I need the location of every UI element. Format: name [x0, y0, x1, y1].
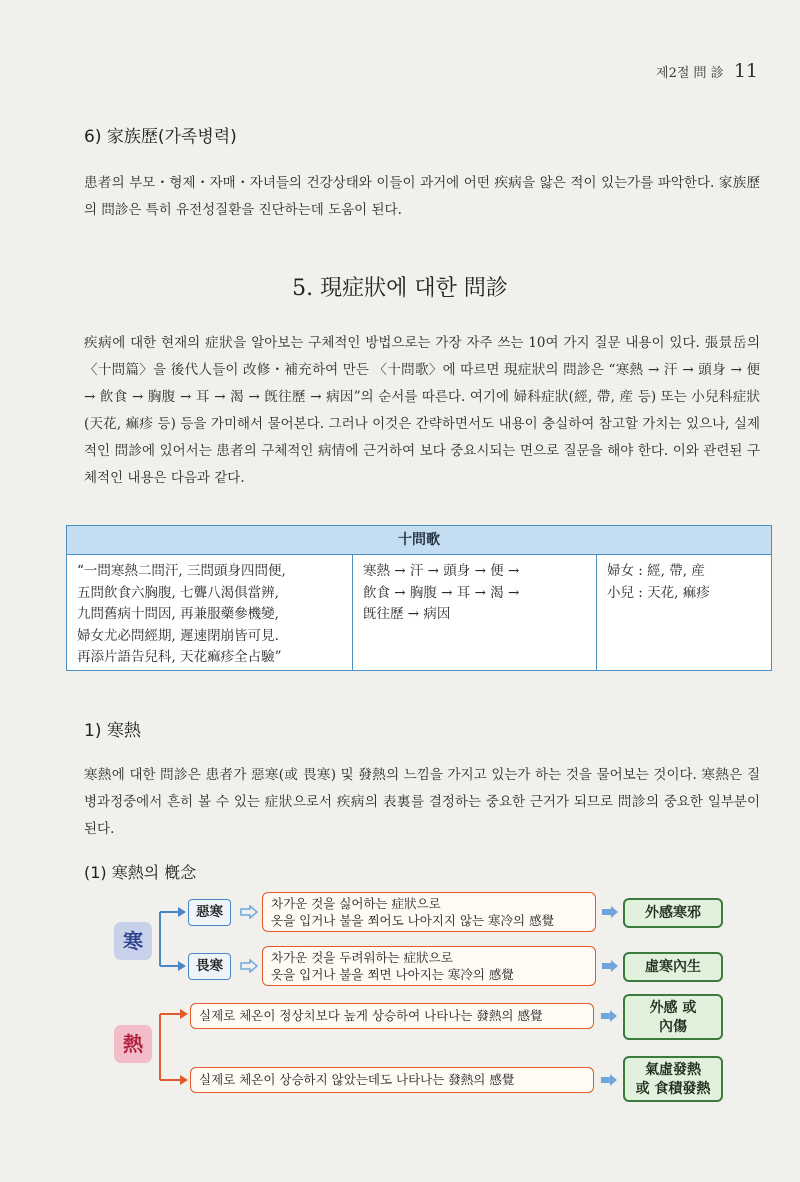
aversion-cold-result: 外感寒邪 — [623, 898, 723, 928]
extra-line: 婦女 : 經, 帶, 産 — [607, 563, 705, 579]
description-line: 옷을 입거나 불을 쬐면 나아지는 寒冷의 感覺 — [271, 967, 514, 982]
sequence-line: 飮食 → 胸腹 → 耳 → 渴 → — [363, 584, 520, 601]
cold-heat-diagram — [0, 888, 800, 1110]
result-line: 或 食積發熱 — [635, 1081, 711, 1097]
verse-column — [67, 555, 353, 670]
chapter-label: 제2절 問 診 — [656, 66, 724, 81]
arrow-right-icon — [601, 905, 619, 919]
cold-heat-paragraph: 寒熱에 대한 問診은 患者가 惡寒(或 畏寒) 및 發熱의 느낌을 가지고 있는가 하는 것을 물어보는 것이다. 寒熱은 질병과정중에서 흔히 볼 수 있는 症狀으로서 疾病의 表裏를 결정하는 중요한 근거가 되므로 問診의 중요한 일부분이 된다. — [84, 767, 760, 837]
fear-cold-tag: 畏寒 — [188, 953, 231, 980]
sequence-line: 旣往歷 → 病因 — [363, 606, 451, 622]
cold-heat-heading: 1) 寒熱 — [84, 721, 141, 741]
fear-cold-description — [262, 946, 596, 986]
sequence-line: 寒熱 → 汗 → 頭身 → 便 → — [363, 563, 520, 579]
table-header: 十問歌 — [67, 526, 771, 555]
arrow-right-icon — [240, 905, 258, 919]
description-line: 차가운 것을 두려워하는 症狀으로 — [271, 950, 453, 965]
arrow-right-icon — [600, 1009, 618, 1023]
result-line: 外感 或 — [649, 1000, 697, 1016]
cold-node: 寒 — [114, 922, 152, 960]
verse-line: “一問寒熱二問汗, 三問頭身四問便, — [77, 563, 286, 579]
page-number: 11 — [733, 60, 758, 82]
fever-normal-result — [623, 1056, 723, 1102]
fever-high-result — [623, 994, 723, 1040]
section-paragraph: 疾病에 대한 현재의 症狀을 알아보는 구체적인 방법으로는 가장 자주 쓰는 10여 가지 질문 내용이 있다. 張景岳의 〈十問篇〉을 後代人들이 改修・補充하여 만든 〈十問歌〉에 따르면 現症狀의 問診은 “寒熱 → 汗 → 頭身 → 便 → 飮食 → 胸腹 → 耳 → 渴 → 旣往歷 → 病因”의 순서를 따른다. 여기에 婦科症狀(經, 帶, 産 등) 또는 小兒科症狀(天花, 痲疹 등) 등을 가미해서 물어본다. 그러나 이것은 간략하면서도 내용이 충실하여 참고할 가치는 있으나, 실제적인 問診에 있어서는 患者의 구체적인 病情에 근거하여 보다 중요시되는 면으로 질문을 해야 한다. 이와 관련된 구체적인 내용은 다음과 같다. — [84, 335, 760, 486]
family-history-paragraph: 患者의 부모・형제・자매・자녀들의 건강상태와 이들이 과거에 어떤 疾病을 앓은 적이 있는가를 파악한다. 家族歷의 問診은 특히 유전성질환을 진단하는데 도움이 된다. — [84, 175, 760, 218]
result-line: 內傷 — [659, 1019, 687, 1035]
arrow-right-icon — [240, 959, 258, 973]
description-line: 옷을 입거나 불을 쬐어도 나아지지 않는 寒冷의 感覺 — [271, 913, 555, 928]
aversion-cold-tag: 惡寒 — [188, 899, 231, 926]
fever-normal-description: 실제로 체온이 상승하지 않았는데도 나타나는 發熱의 感覺 — [190, 1067, 594, 1093]
verse-line: 再添片語告兒科, 天花痲疹全占驗” — [77, 649, 282, 665]
fever-high-description: 실제로 체온이 정상치보다 높게 상승하여 나타나는 發熱의 感覺 — [190, 1003, 594, 1029]
sequence-column — [353, 555, 597, 670]
section-title: 5. 現症狀에 대한 問診 — [292, 276, 508, 301]
extra-line: 小兒 : 天花, 痲疹 — [607, 584, 710, 601]
fear-cold-result: 虛寒內生 — [623, 952, 723, 982]
description-line: 차가운 것을 싫어하는 症狀으로 — [271, 896, 441, 911]
aversion-cold-description — [262, 892, 596, 932]
verse-line: 九問舊病十問因, 再兼服藥參機變, — [77, 606, 279, 622]
heat-node: 熱 — [114, 1025, 152, 1063]
verse-line: 五問飮食六胸腹, 七聾八渴俱當辨, — [77, 584, 279, 601]
verse-line: 婦女尤必問經期, 遲速閉崩皆可見. — [77, 627, 279, 644]
arrow-right-icon — [601, 959, 619, 973]
family-history-heading: 6) 家族歷(가족병력) — [84, 127, 237, 147]
concept-heading: (1) 寒熱의 槪念 — [84, 863, 197, 882]
result-line: 氣虛發熱 — [645, 1062, 701, 1078]
running-header — [656, 60, 758, 82]
arrow-right-icon — [600, 1073, 618, 1087]
extra-column — [597, 555, 771, 670]
ten-questions-table — [66, 525, 772, 671]
table-body — [67, 555, 771, 670]
